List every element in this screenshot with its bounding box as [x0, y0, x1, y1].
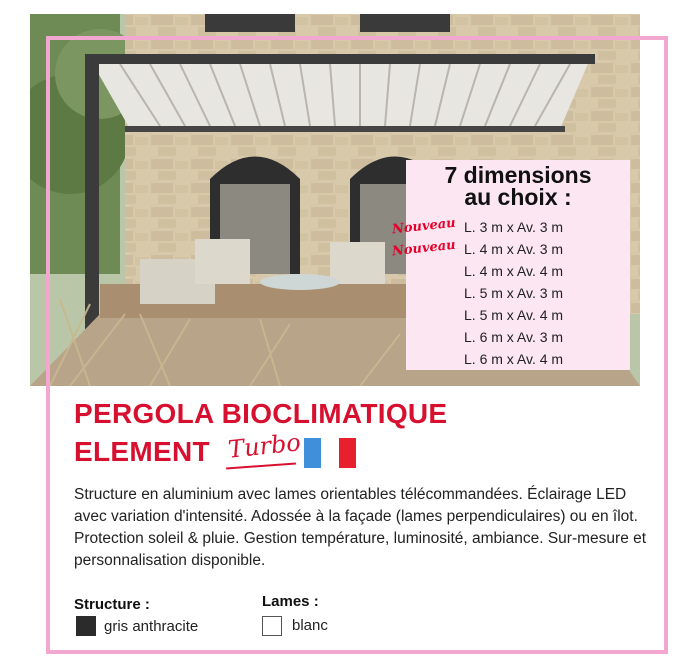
dimensions-box: [391, 160, 630, 370]
dimension-item: [406, 304, 630, 326]
dimension-item: [406, 326, 630, 348]
lames-color-swatch: [262, 616, 282, 636]
dimension-item: [391, 237, 630, 260]
dimension-label: L. 3 m x Av. 3 m: [464, 219, 564, 235]
lames-label: Lames :: [262, 593, 319, 610]
dimension-item: [406, 260, 630, 282]
dimension-label: L. 5 m x Av. 3 m: [464, 285, 564, 301]
product-title-line2: ELEMENT: [74, 436, 210, 467]
dimensions-title-line2: au choix :: [464, 184, 572, 210]
lames-value: blanc: [292, 617, 328, 634]
turbo-script-logo: Turbo: [226, 428, 303, 464]
dimension-label: L. 6 m x Av. 4 m: [464, 351, 564, 367]
dimensions-list: [391, 215, 630, 370]
flag-white-stripe: [321, 438, 338, 468]
product-description: Structure en aluminium avec lames orientables télécommandées. Éclairage LED avec variation d'intensité. Adossée à la façade (lames perpendiculaires) ou en îlot. Protection soleil & pluie. Gestion température, luminosité, ambiance. Sur-mesure et personnalisation disponible.: [74, 486, 647, 569]
structure-label: Structure :: [74, 596, 150, 613]
nouveau-badge: Nouveau: [391, 215, 457, 238]
flag-blue-stripe: [304, 438, 321, 468]
product-title-line1: PERGOLA BIOCLIMATIQUE: [74, 398, 448, 429]
dimension-label: L. 5 m x Av. 4 m: [464, 307, 564, 323]
dimension-label: L. 4 m x Av. 3 m: [464, 241, 564, 257]
flag-red-stripe: [339, 438, 356, 468]
dimension-label: L. 6 m x Av. 3 m: [464, 329, 564, 345]
dimension-item: [406, 348, 630, 370]
french-flag-icon: [304, 438, 356, 468]
structure-value: gris anthracite: [104, 618, 199, 635]
dimension-item: [391, 215, 630, 238]
dimension-label: L. 4 m x Av. 4 m: [464, 263, 564, 279]
structure-color-swatch: [76, 616, 96, 636]
nouveau-badge: Nouveau: [391, 237, 457, 260]
dimension-item: [406, 282, 630, 304]
dimensions-title-line1: 7 dimensions: [444, 162, 592, 188]
